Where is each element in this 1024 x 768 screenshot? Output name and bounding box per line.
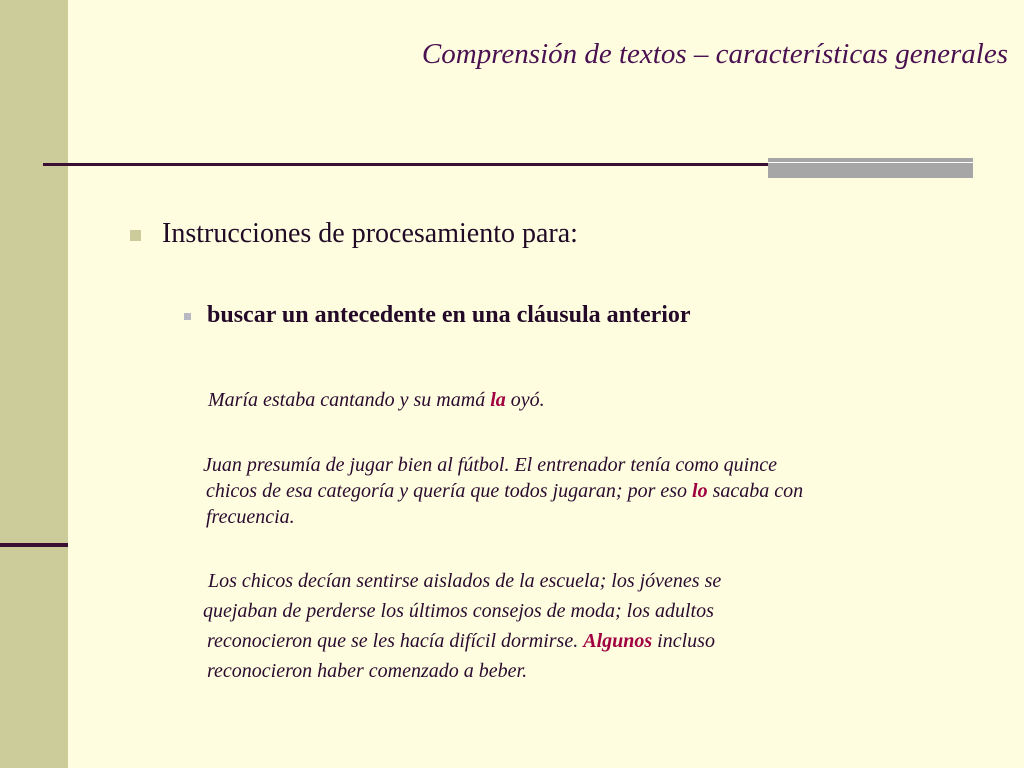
bullet-text-level2: buscar un antecedente en una cláusula anterior — [207, 302, 691, 328]
sub-bullet-square-icon — [184, 313, 191, 320]
example3-line-1: Los chicos decían sentirse aislados de la escuela; los jóvenes se — [208, 570, 722, 592]
example1-highlight: la — [490, 389, 506, 411]
example2-highlight: lo — [692, 480, 708, 502]
example-paragraph-2 — [203, 452, 803, 530]
example3-highlight: Algunos — [583, 630, 653, 652]
example3-text-before: reconocieron que se les hacía difícil dormirse. — [207, 630, 584, 652]
example3-text-after: incluso — [652, 630, 715, 652]
example2-line-2 — [203, 478, 803, 504]
example-sentence-1 — [208, 387, 545, 413]
example3-line-4: reconocieron haber comenzado a beber. — [207, 660, 528, 682]
example2-line-3: frecuencia. — [206, 506, 295, 528]
example3-line-2: quejaban de perderse los últimos consejos de moda; los adultos — [203, 600, 714, 622]
example3-line-3 — [203, 626, 721, 656]
left-band-rule — [0, 543, 68, 547]
slide-title: Comprensión de textos – características generales — [421, 38, 1008, 70]
example-paragraph-3 — [203, 566, 721, 686]
left-decorative-band — [0, 0, 68, 768]
example2-text-after: sacaba con — [707, 480, 804, 502]
bullet-text-level1: Instrucciones de procesamiento para: — [162, 218, 578, 249]
title-divider-accent — [768, 158, 973, 178]
example1-text-before: María estaba cantando y su mamá — [208, 389, 491, 411]
example2-text-before: chicos de esa categoría y quería que todos jugaran; por eso — [206, 480, 693, 502]
example2-line-1: Juan presumía de jugar bien al fútbol. El entrenador tenía como quince — [203, 454, 777, 476]
example1-text-after: oyó. — [505, 389, 545, 411]
example1-line — [208, 387, 545, 413]
bullet-square-icon — [130, 230, 141, 241]
